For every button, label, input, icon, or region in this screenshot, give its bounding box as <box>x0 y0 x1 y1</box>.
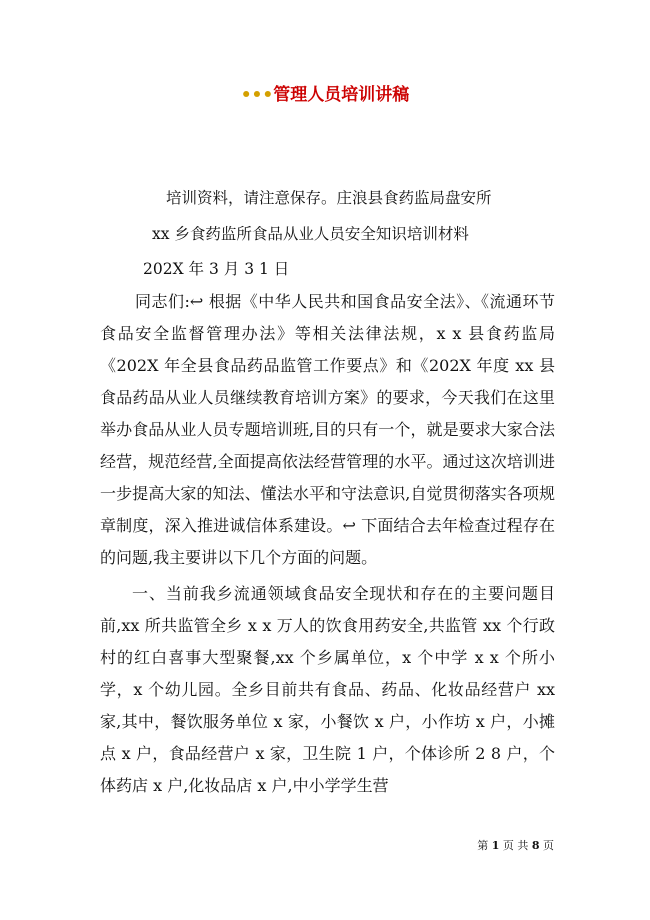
document-title <box>0 84 650 106</box>
footer-suffix: 页 <box>543 839 554 852</box>
intro-date: 202X 年 3 月 3 1 日 <box>143 260 290 278</box>
intro-line-2: xx 乡食药监所食品从业人员安全知识培训材料 <box>152 225 469 243</box>
title-bullet-icon: ••• <box>240 85 274 105</box>
title-text: 管理人员培训讲稿 <box>273 85 410 105</box>
footer-mid: 页 共 <box>502 839 529 852</box>
paragraph-2: 一、当前我乡流通领域食品安全现状和存在的主要问题目前,xx 所共监管全乡 x x 万人的饮食用药安全,共监管 xx 个行政村的红白喜事大型聚餐,xx 个乡属单位，x 个中学 x x 个所小学，x 个幼儿园。全乡目前共有食品、药品、化妆品经营户 xx 家,其中，餐饮服务单位 x 家，小餐饮 x 户，小作坊 x 户，小摊点 x 户，食品经营户 x 家，卫生院 1 户，个体诊所 2 8 户，个体药店 x 户,化妆品店 x 户,中小学学生营 <box>100 584 555 795</box>
paragraph-1: 同志们:↩ 根据《中华人民共和国食品安全法》、《流通环节食品安全监督管理办法》等相关法律法规，x x 县食药监局《202X 年全县食品药品监管工作要点》和《202X 年度 xx 县食品药品从业人员继续教育培训方案》的要求，今天我们在这里举办食品从业人员专题培训班,目的只有一个，就是要求大家合法经营，规范经营,全面提高依法经营管理的水平。通过这次培训进一步提高大家的知法、懂法水平和守法意识,自觉贯彻落实各项规章制度，深入推进诚信体系建设。↩ 下面结合去年检查过程存在的问题,我主要讲以下几个方面的问题。 <box>100 292 555 567</box>
intro-line-1: 培训资料，请注意保存。庄浪县食药监局盘安所 <box>166 189 492 207</box>
page-footer <box>477 839 554 853</box>
body-text <box>100 286 555 802</box>
footer-page-number: 1 <box>491 839 500 852</box>
footer-prefix: 第 <box>477 839 489 852</box>
footer-total-pages: 8 <box>531 839 540 852</box>
